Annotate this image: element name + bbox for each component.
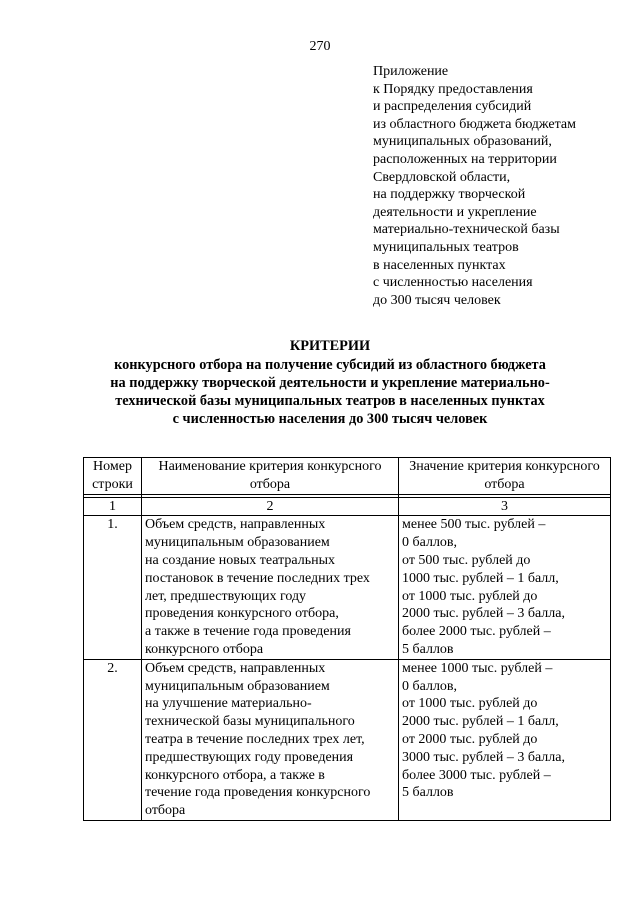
criterion-line: театра в течение последних трех лет, xyxy=(145,731,365,747)
value-line: от 1000 тыс. рублей до xyxy=(402,696,538,712)
value-line: от 1000 тыс. рублей до xyxy=(402,588,538,604)
value-line: 3000 тыс. рублей – 3 балла, xyxy=(402,749,565,765)
appendix-line: с численностью населения xyxy=(373,275,533,291)
document-title xyxy=(60,337,600,428)
header-row-number: Номер строки xyxy=(84,458,142,495)
value-line: менее 1000 тыс. рублей – xyxy=(402,660,553,676)
value-line: 5 баллов xyxy=(402,785,454,801)
value-line: 0 баллов, xyxy=(402,535,458,551)
appendix-line: материально-технической базы xyxy=(373,222,560,238)
appendix-line: в населенных пунктах xyxy=(373,257,506,273)
value-line: 5 баллов xyxy=(402,641,454,657)
value-line: 2000 тыс. рублей – 3 балла, xyxy=(402,606,565,622)
value-line: менее 500 тыс. рублей – xyxy=(402,517,546,533)
criterion-line: на улучшение материально- xyxy=(145,696,312,712)
table-header-row xyxy=(84,458,611,495)
appendix-line: Свердловской области, xyxy=(373,169,511,185)
appendix-line: Приложение xyxy=(373,64,449,79)
criterion-value xyxy=(399,659,611,820)
title-line: с численностью населения до 300 тысяч человек xyxy=(172,411,488,427)
appendix-line: из областного бюджета бюджетам xyxy=(373,116,576,132)
criterion-line: течение года проведения конкурсного xyxy=(145,785,371,801)
criterion-line: постановок в течение последних трех xyxy=(145,570,370,586)
appendix-line: муниципальных театров xyxy=(373,239,519,255)
appendix-line: муниципальных образований, xyxy=(373,134,552,150)
criterion-line: отбора xyxy=(145,803,186,819)
value-line: более 3000 тыс. рублей – xyxy=(402,767,551,783)
column-number: 1 xyxy=(84,497,142,516)
column-number-row xyxy=(84,497,611,516)
value-line: 1000 тыс. рублей – 1 балл, xyxy=(402,570,559,586)
criterion-line: а также в течение года проведения xyxy=(145,624,351,640)
title-line: на поддержку творческой деятельности и укрепление материально- xyxy=(110,375,550,391)
criterion-line: конкурсного отбора, а также в xyxy=(145,767,325,783)
value-line: 2000 тыс. рублей – 1 балл, xyxy=(402,714,559,730)
value-line: от 500 тыс. рублей до xyxy=(402,552,531,568)
value-line: более 2000 тыс. рублей – xyxy=(402,624,551,640)
criteria-table xyxy=(83,457,611,821)
page-number: 270 xyxy=(309,39,331,54)
appendix-line: расположенных на территории xyxy=(373,151,557,167)
row-number: 1. xyxy=(84,516,142,659)
criterion-line: муниципальным образованием xyxy=(145,678,330,694)
criterion-line: конкурсного отбора xyxy=(145,641,264,657)
title-heading: КРИТЕРИИ xyxy=(289,338,371,354)
appendix-line: деятельности и укрепление xyxy=(373,204,537,220)
value-line: 0 баллов, xyxy=(402,678,458,694)
criterion-line: проведения конкурсного отбора, xyxy=(145,606,339,622)
appendix-note xyxy=(373,63,635,309)
appendix-line: до 300 тысяч человек xyxy=(373,292,501,308)
column-number: 2 xyxy=(142,497,399,516)
header-criterion-value: Значение критерия конкурсного отбора xyxy=(399,458,611,495)
criterion-line: муниципальным образованием xyxy=(145,535,330,551)
appendix-line: к Порядку предоставления xyxy=(373,81,533,97)
column-number: 3 xyxy=(399,497,611,516)
title-line: технической базы муниципальных театров в населенных пунктах xyxy=(115,393,545,409)
criterion-line: Объем средств, направленных xyxy=(145,660,326,676)
table-row xyxy=(84,516,611,659)
criterion-line: предшествующих году проведения xyxy=(145,749,354,765)
criterion-name xyxy=(142,659,399,820)
row-number: 2. xyxy=(84,659,142,820)
appendix-line: на поддержку творческой xyxy=(373,187,526,203)
appendix-line: и распределения субсидий xyxy=(373,99,532,115)
value-line: от 2000 тыс. рублей до xyxy=(402,731,538,747)
criterion-name xyxy=(142,516,399,659)
criterion-line: лет, предшествующих году xyxy=(145,588,307,604)
criterion-line: технической базы муниципального xyxy=(145,714,355,730)
criterion-line: Объем средств, направленных xyxy=(145,517,326,533)
criterion-line: на создание новых театральных xyxy=(145,552,335,568)
table-row xyxy=(84,659,611,820)
header-criterion-name: Наименование критерия конкурсного отбора xyxy=(142,458,399,495)
criterion-value xyxy=(399,516,611,659)
title-line: конкурсного отбора на получение субсидий из областного бюджета xyxy=(114,357,546,373)
